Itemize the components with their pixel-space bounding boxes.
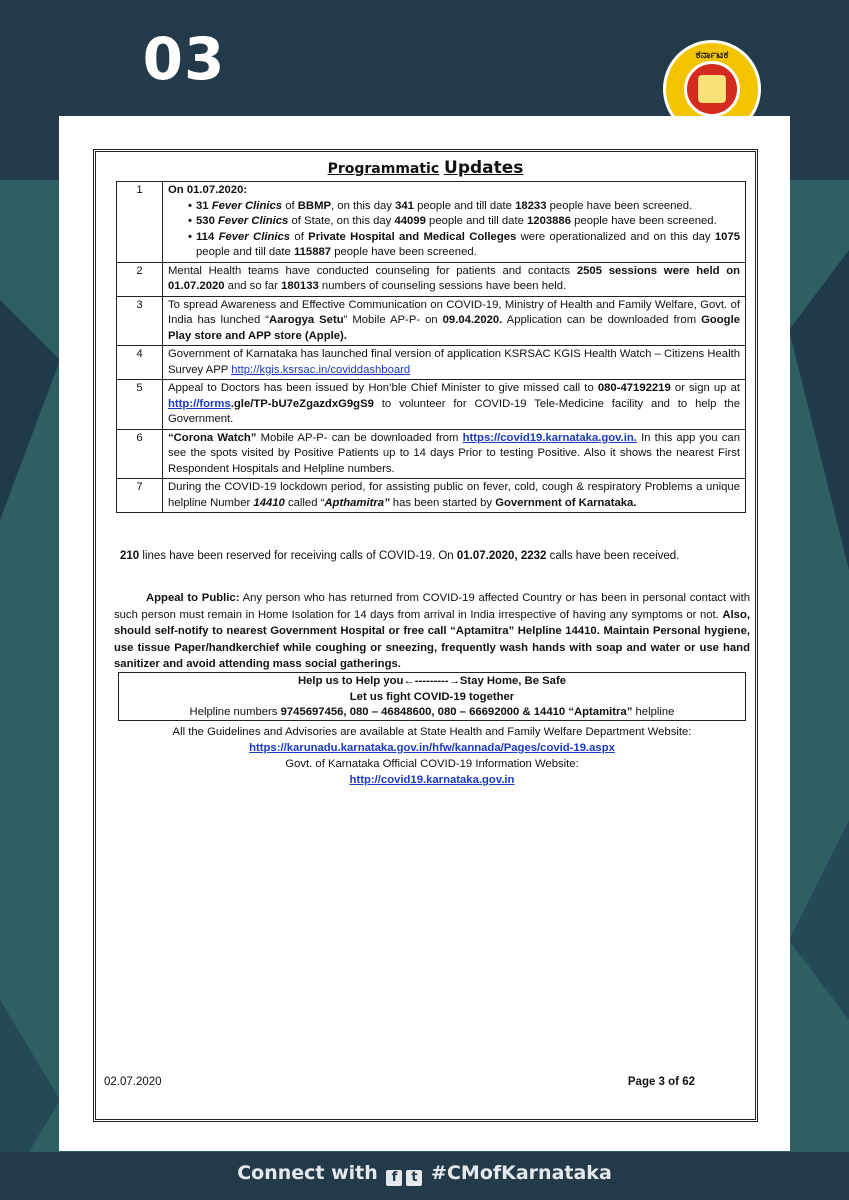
row-content: Mental Health teams have conducted counseling for patients and contacts 2505 sessions were held on 01.07.2020 and so far 180133 numbers of counseling sessions have been held.	[163, 262, 746, 296]
table-row	[117, 479, 746, 513]
row-content: Government of Karnataka has launched final version of application KSRSAC KGIS Health Watch – Citizens Health Survey APP http://kgis.ksrsac.in/coviddashboard	[163, 346, 746, 380]
help-line-1: Help us to Help you←---------→Stay Home, Be Safe	[297, 675, 566, 687]
document-frame	[93, 149, 758, 1122]
row-number: 6	[117, 429, 163, 479]
row-number: 4	[117, 346, 163, 380]
list-item: • 530 Fever Clinics of State, on this day 44099 people and till date 1203886 people have been screened.	[196, 214, 740, 230]
volunteer-form-link[interactable]: http://forms	[168, 397, 231, 410]
guidelines-section	[118, 724, 746, 788]
official-site-text: Govt. of Karnataka Official COVID-19 Information Website:	[285, 758, 579, 770]
corona-watch-link[interactable]: https://covid19.karnataka.gov.in.	[462, 431, 637, 444]
table-row	[117, 296, 746, 346]
title-big: Updates	[444, 158, 524, 178]
emblem-icon	[684, 61, 740, 117]
covid19-website-link[interactable]: http://covid19.karnataka.gov.in	[349, 774, 515, 786]
facebook-icon[interactable]: f	[386, 1170, 402, 1186]
logo-text-top: ಕರ್ನಾಟಕ	[695, 49, 729, 61]
guidelines-text: All the Guidelines and Advisories are available at State Health and Family Welfare Department Website:	[172, 726, 692, 738]
row-content: Appeal to Doctors has been issued by Hon’ble Chief Minister to give missed call to 080-47192219 or sign up at http://forms.gle/TP-bU7eZgazdxG9gS9 to volunteer for COVID-19 Tele-Medicine facility and to help the Government.	[163, 380, 746, 430]
table-row	[117, 429, 746, 479]
table-row	[117, 380, 746, 430]
twitter-icon[interactable]: t	[406, 1170, 422, 1186]
updates-table	[116, 181, 746, 513]
row-intro: On 01.07.2020:	[168, 184, 248, 196]
document-title	[96, 158, 755, 178]
row-number: 2	[117, 262, 163, 296]
calls-summary: 210 lines have been reserved for receiving calls of COVID-19. On 01.07.2020, 2232 calls have been received.	[120, 550, 680, 562]
appeal-to-public: Appeal to Public: Any person who has returned from COVID-19 affected Country or has been in personal contact with such person must remain in Home Isolation for 14 days from arrival in India irrespective of having any symptoms or not. Also, should self-notify to nearest Government Hospital or free call “Aptamitra” Helpline 14410. Maintain Personal hygiene, use tissue Paper/handkerchief while coughing or sneezing, frequently wash hands with soap and water or use hand sanitizer and avoid attending mass social gatherings.	[114, 592, 750, 670]
table-row	[117, 262, 746, 296]
helpline-box	[118, 672, 746, 721]
bullet-list	[168, 199, 740, 261]
row-content	[163, 182, 746, 263]
page-number: Page 3 of 62	[627, 1076, 695, 1088]
footer-date: 02.07.2020	[104, 1076, 162, 1088]
table-row	[117, 346, 746, 380]
row-content: During the COVID-19 lockdown period, for assisting public on fever, cold, cough & respiratory Problems a unique helpline Number 14410 called “Apthamitra” has been started by Government of Karnataka.	[163, 479, 746, 513]
help-line-2: Let us fight COVID-19 together	[349, 690, 515, 703]
help-line-3: Helpline numbers 9745697456, 080 – 46848600, 080 – 66692000 & 14410 “Aptamitra” helpline	[189, 706, 675, 718]
slide-number: 03	[118, 0, 250, 118]
kgis-dashboard-link[interactable]: http://kgis.ksrsac.in/coviddashboard	[231, 363, 411, 376]
connect-text: Connect with	[237, 1162, 378, 1184]
list-item: • 31 Fever Clinics of BBMP, on this day 341 people and till date 18233 people have been screened.	[196, 199, 740, 215]
background-shape	[789, 820, 849, 1020]
row-number: 5	[117, 380, 163, 430]
row-number: 1	[117, 182, 163, 263]
row-content: “Corona Watch” Mobile AP-P- can be downloaded from https://covid19.karnataka.gov.in. In this app you can see the spots visited by Positive Patients up to 14 days Prior to testing Positive. Also it shows the nearest First Respondent Hospitals and Helpline numbers.	[163, 429, 746, 479]
list-item: • 114 Fever Clinics of Private Hospital and Medical Colleges were operationalized and on this day 1075 people and till date 115887 people have been screened.	[196, 230, 740, 261]
hfw-website-link[interactable]: https://karunadu.karnataka.gov.in/hfw/kannada/Pages/covid-19.aspx	[249, 742, 615, 754]
title-small: Programmatic	[327, 161, 440, 177]
table-row	[117, 182, 746, 263]
row-content: To spread Awareness and Effective Communication on COVID-19, Ministry of Health and Family Welfare, Govt. of India has lunched “Aarogya Setu” Mobile AP-P- on 09.04.2020. Application can be downloaded from Google Play store and APP store (Apple).	[163, 296, 746, 346]
background-shape	[789, 250, 849, 570]
connect-footer	[0, 1162, 849, 1186]
row-number: 7	[117, 479, 163, 513]
background-shape	[0, 300, 60, 520]
row-number: 3	[117, 296, 163, 346]
social-handle[interactable]: #CMofKarnataka	[431, 1162, 612, 1184]
document-page	[59, 116, 790, 1151]
